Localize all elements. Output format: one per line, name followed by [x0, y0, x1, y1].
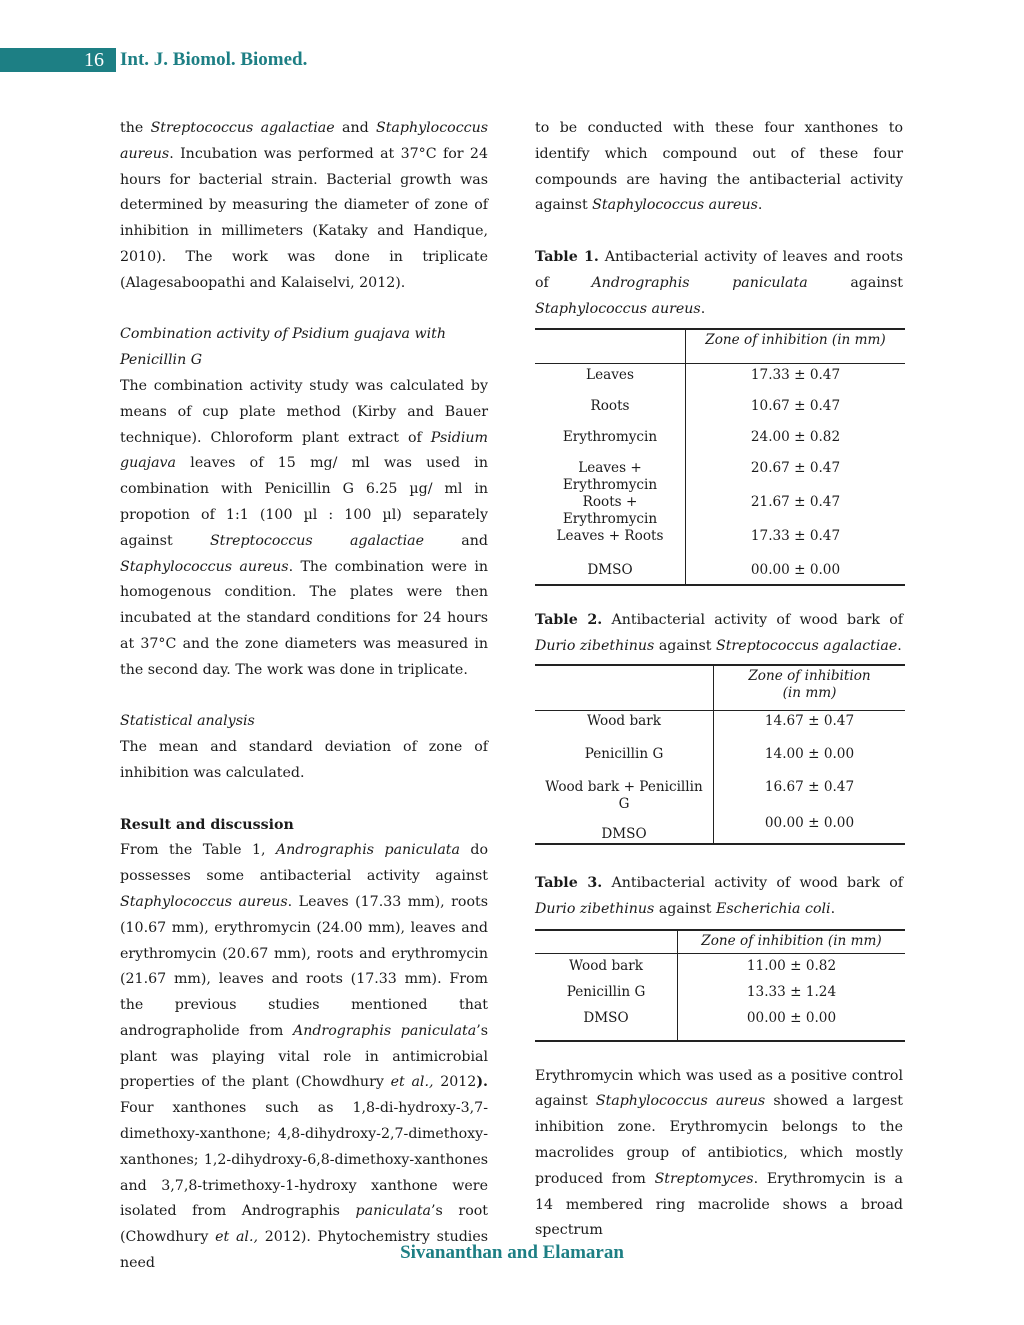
right-column [535, 116, 903, 1244]
table-row: Roots + Erythromycin 21.67 ± 0.47 [535, 494, 905, 528]
paragraph-erythromycin: Erythromycin which was used as a positive control against Staphylococcus aureus showed a largest inhibition zone. Erythromycin belongs to the macrolides group of antibiotics, which mostly produced from Streptomyces. Erythromycin is a 14 membered ring macrolide shows a broad spectrum [535, 1067, 903, 1239]
paragraph-statistical: The mean and standard deviation of zone of inhibition was calculated. [120, 739, 488, 781]
table1-header: Zone of inhibition (in mm) [686, 329, 906, 364]
subheading-statistical: Statistical analysis [120, 713, 255, 730]
table2-header: Zone of inhibition (in mm) [714, 665, 906, 711]
table3-caption: Table 3. Antibacterial activity of wood bark of Durio zibethinus against Escherichia coli. [535, 874, 903, 917]
subheading-combination: Combination activity of Psidium guajava with Penicillin G [120, 326, 446, 369]
table-row: DMSO 00.00 ± 0.00 [535, 815, 905, 844]
table2 [535, 664, 905, 845]
table-row: Leaves + Erythromycin 20.67 ± 0.47 [535, 460, 905, 494]
journal-title: Int. J. Biomol. Biomed. [120, 49, 308, 70]
table-row: Roots 10.67 ± 0.47 [535, 398, 905, 429]
paragraph-methods-end: the Streptococcus agalactiae and Staphylococcus aureus. Incubation was performed at 37°C for 24 hours for bacterial strain. Bacterial growth was determined by measuring the diameter of zone of inhibition in millimeters (Kataky and Handique, 2010). The work was done in triplicate (Alagesaboopathi and Kalaiselvi, 2012). [120, 120, 489, 291]
paragraph-combination: The combination activity study was calculated by means of cup plate method (Kirby and Bauer technique). Chloroform plant extract of Psidium guajava leaves of 15 mg/ ml was used in combination with Penicillin G 6.25 µg/ ml in propotion of 1:1 (100 µl : 100 µl) separately against Streptococcus agalactiae and Staphylococcus aureus. The combination were in homogenous condition. The plates were then incubated at the standard conditions for 24 hours at 37°C and the zone diameters was measured in the second day. The work was done in triplicate. [120, 377, 488, 678]
table1 [535, 328, 905, 586]
table-row: Penicillin G 14.00 ± 0.00 [535, 746, 905, 779]
table-row: Wood bark 14.67 ± 0.47 [535, 710, 905, 746]
table-row: Leaves + Roots 17.33 ± 0.47 [535, 528, 905, 562]
table-row: Penicillin G 13.33 ± 1.24 [535, 984, 905, 1010]
table1-caption: Table 1. Antibacterial activity of leaves and roots of Andrographis paniculata against Staphylococcus aureus. [535, 248, 903, 317]
table3 [535, 929, 905, 1042]
table2-caption: Table 2. Antibacterial activity of wood bark of Durio zibethinus against Streptococcus agalactiae. [535, 612, 903, 655]
heading-results: Result and discussion [120, 816, 294, 833]
footer-authors: Sivananthan and Elamaran [400, 1242, 624, 1263]
paragraph-results: From the Table 1, Andrographis paniculata do possesses some antibacterial activity against Staphylococcus aureus. Leaves (17.33 mm), roots (10.67 mm), erythromycin (24.00 mm), leaves and erythromycin (20.67 mm), roots and erythromycin (21.67 mm), leaves and roots (17.33 mm). From the previous studies mentioned that andrographolide from Andrographis paniculata’s plant was playing vital role in antimicrobial properties of the plant (Chowdhury et al., 2012). Four xanthones such as 1,8-di-hydroxy-3,7-dimethoxy-xanthone; 4,8-dihydroxy-2,7-dimethoxy-xanthones; 1,2-dihydroxy-6,8-dimethoxy-xanthones and 3,7,8-trimethoxy-1-hydroxy xanthone were isolated from Andrographis paniculata’s root (Chowdhury et al., 2012). Phytochemistry studies need [120, 842, 489, 1272]
paragraph-xanthones-cont: to be conducted with these four xanthones to identify which compound out of these four compounds are having the antibacterial activity against Staphylococcus aureus. [535, 120, 903, 214]
table-row: DMSO 00.00 ± 0.00 [535, 1010, 905, 1041]
table-row: Wood bark + Penicillin G 16.67 ± 0.47 [535, 779, 905, 815]
table-row: DMSO 00.00 ± 0.00 [535, 562, 905, 585]
table-row: Erythromycin 24.00 ± 0.82 [535, 429, 905, 460]
left-column [120, 116, 488, 1277]
table-row: Wood bark 11.00 ± 0.82 [535, 953, 905, 984]
table3-header: Zone of inhibition (in mm) [678, 930, 906, 954]
page-number: 16 [84, 49, 104, 71]
table-row: Leaves 17.33 ± 0.47 [535, 364, 905, 399]
